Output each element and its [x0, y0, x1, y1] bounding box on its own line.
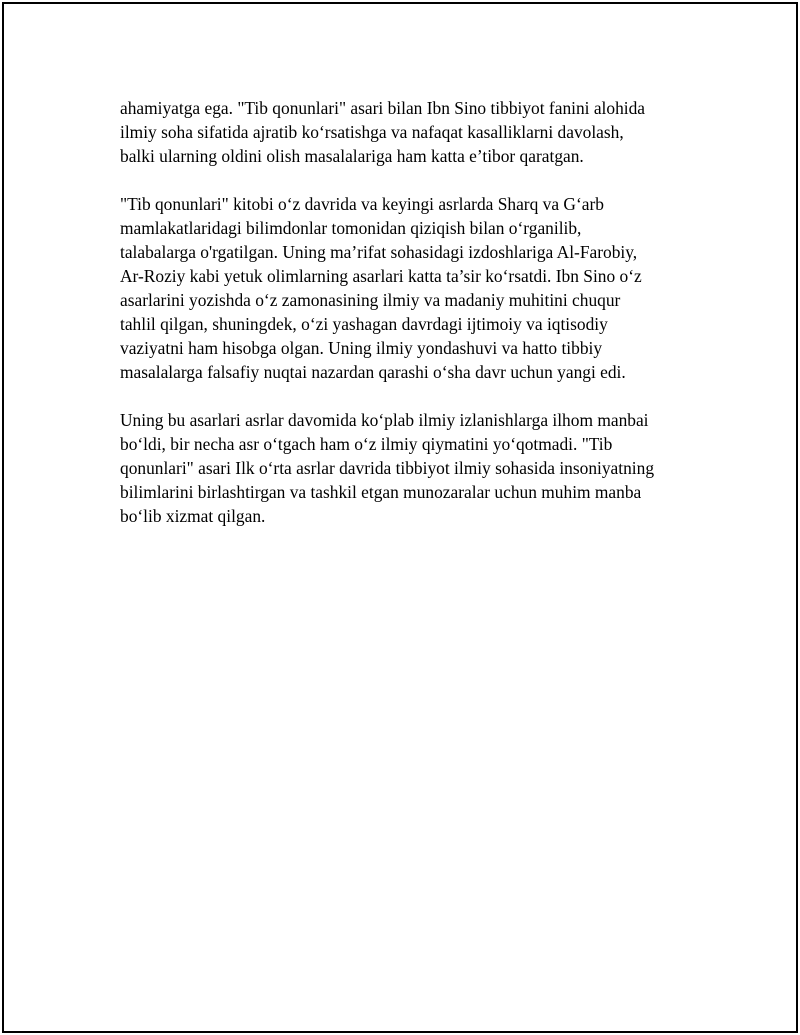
- text-line: ahamiyatga ega. "Tib qonunlari" asari bilan Ibn Sino tibbiyot fanini alohida: [120, 98, 646, 118]
- text-line: masalalarga falsafiy nuqtai nazardan qarashi o‘sha davr uchun yangi edi.: [120, 362, 626, 382]
- paragraph-3: [120, 408, 720, 528]
- paragraph-1: [120, 96, 720, 168]
- text-line: Ar-Roziy kabi yetuk olimlarning asarlari katta ta’sir ko‘rsatdi. Ibn Sino o‘z: [120, 266, 642, 286]
- text-line: balki ularning oldini olish masalalariga ham katta e’tibor qaratgan.: [120, 146, 584, 166]
- text-line: bilimlarini birlashtirgan va tashkil etgan munozaralar uchun muhim manba: [120, 482, 642, 502]
- text-line: qonunlari" asari Ilk o‘rta asrlar davrida tibbiyot ilmiy sohasida insoniyatning: [120, 458, 655, 478]
- text-line: talabalarga o'rgatilgan. Uning ma’rifat sohasidagi izdoshlariga Al-Farobiy,: [120, 242, 638, 262]
- text-line: mamlakatlaridagi bilimdonlar tomonidan qiziqish bilan o‘rganilib,: [120, 218, 582, 238]
- paragraph-2: [120, 192, 720, 384]
- text-line: asarlarini yozishda o‘z zamonasining ilmiy va madaniy muhitini chuqur: [120, 290, 621, 310]
- text-line: "Tib qonunlari" kitobi o‘z davrida va keyingi asrlarda Sharq va G‘arb: [120, 194, 604, 214]
- text-line: Uning bu asarlari asrlar davomida ko‘plab ilmiy izlanishlarga ilhom manbai: [120, 410, 649, 430]
- text-line: ilmiy soha sifatida ajratib ko‘rsatishga va nafaqat kasalliklarni davolash,: [120, 122, 624, 142]
- page-frame: [2, 2, 798, 1033]
- document-body: [120, 96, 720, 552]
- text-line: tahlil qilgan, shuningdek, o‘zi yashagan davrdagi ijtimoiy va iqtisodiy: [120, 314, 608, 334]
- text-line: vaziyatni ham hisobga olgan. Uning ilmiy yondashuvi va hatto tibbiy: [120, 338, 603, 358]
- text-line: bo‘lib xizmat qilgan.: [120, 506, 266, 526]
- text-line: bo‘ldi, bir necha asr o‘tgach ham o‘z ilmiy qiymatini yo‘qotmadi. "Tib: [120, 434, 613, 454]
